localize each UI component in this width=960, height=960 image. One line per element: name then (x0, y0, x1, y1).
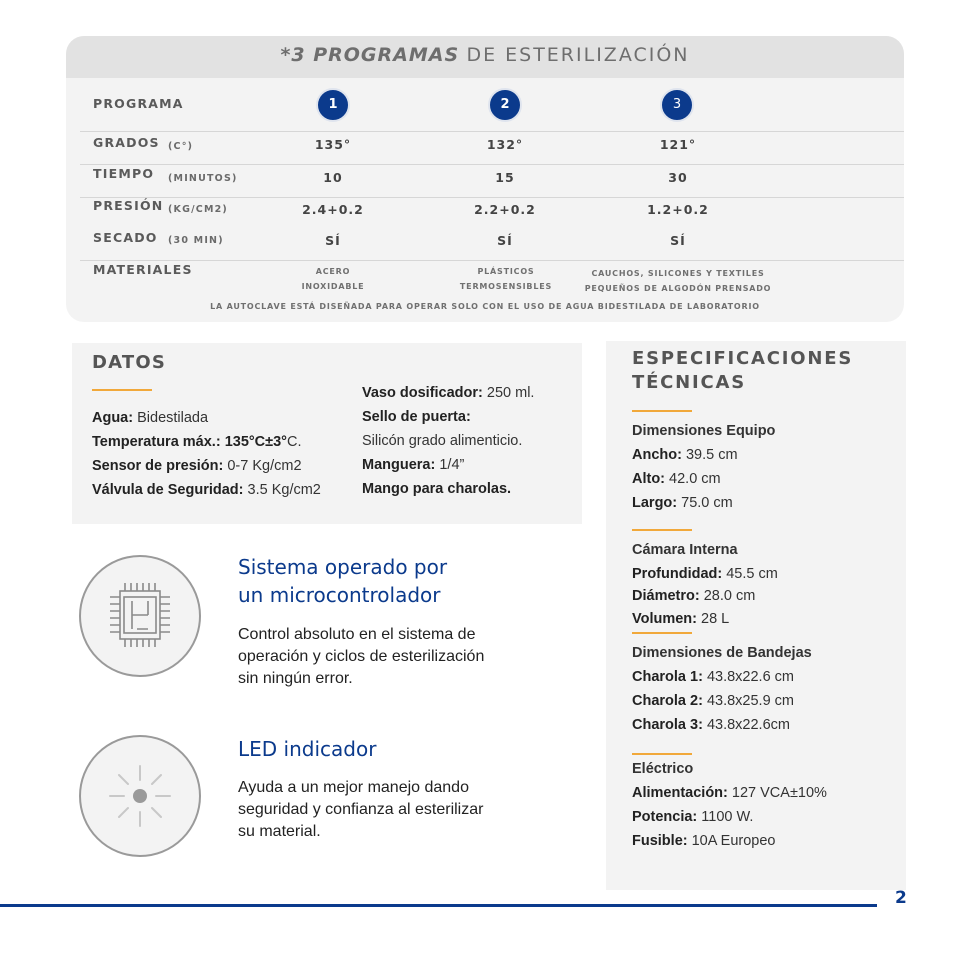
program-1-badge: 1 (316, 88, 350, 122)
footer-rule (0, 904, 877, 907)
spec-alto: Alto: 42.0 cm (632, 471, 721, 487)
material-1-line1: ACERO (315, 267, 351, 276)
specs-panel (606, 341, 906, 890)
material-3-line2: PEQUEÑOS DE ALGODÓN PRENSADO (584, 284, 772, 293)
datos-agua: Agua: Bidestilada (92, 410, 209, 426)
datos-right-column (362, 381, 534, 501)
specs-title-line1: ESPECIFICACIONES (632, 348, 854, 369)
materiales-row (80, 262, 904, 302)
spec-potencia: Potencia: 1100 W. (632, 809, 754, 825)
tiempo-label: TIEMPO (93, 166, 155, 181)
presion-value-2: 2.2+0.2 (474, 202, 536, 217)
spec-largo: Largo: 75.0 cm (632, 495, 733, 511)
material-1 (233, 264, 433, 294)
tiempo-value-2: 15 (495, 170, 515, 185)
specs-group-bandejas: Dimensiones de Bandejas (632, 645, 812, 661)
secado-row (80, 230, 904, 261)
feature-1-title-line2: un microcontrolador (238, 583, 441, 607)
feature-2-text-line3: su material. (238, 823, 321, 840)
microchip-icon (79, 555, 201, 677)
program-label: PROGRAMA (93, 96, 184, 111)
spec-charola-1: Charola 1: 43.8x22.6 cm (632, 669, 794, 685)
specs-accent-line-1 (632, 410, 692, 412)
materiales-label: MATERIALES (93, 262, 193, 277)
datos-mango: Mango para charolas. (362, 481, 512, 497)
feature-1-title-line1: Sistema operado por (238, 555, 448, 579)
spec-profundidad: Profundidad: 45.5 cm (632, 566, 778, 582)
program-3-badge: 3 (660, 88, 694, 122)
feature-1-text-line3: sin ningún error. (238, 670, 353, 687)
secado-label: SECADO (93, 230, 158, 245)
programs-header (66, 36, 904, 78)
programs-title-bold: *3 PROGRAMAS (280, 44, 460, 66)
datos-panel (72, 343, 582, 524)
material-2-line2: TERMOSENSIBLES (459, 282, 553, 291)
datos-vaso: Vaso dosificador: 250 ml. (362, 385, 535, 401)
page-number: 2 (895, 888, 907, 908)
presion-row (80, 198, 904, 230)
grados-unit: (C°) (168, 141, 194, 152)
led-indicator-icon (79, 735, 201, 857)
feature-2-title-line1: LED indicador (238, 737, 377, 761)
material-3 (578, 266, 778, 296)
grados-label: GRADOS (93, 135, 160, 150)
specs-title (632, 347, 853, 395)
datos-sello: Sello de puerta: (362, 409, 471, 425)
secado-value-3: SÍ (670, 233, 686, 248)
feature-1-text (238, 624, 538, 690)
material-2 (406, 264, 606, 294)
feature-2-title (238, 735, 376, 763)
presion-label: PRESIÓN (93, 198, 164, 213)
tiempo-unit: (MINUTOS) (168, 173, 238, 184)
specs-group-camara: Cámara Interna (632, 542, 738, 558)
spec-volumen: Volumen: 28 L (632, 611, 730, 627)
datos-silicon: Silicón grado alimenticio. (362, 433, 523, 449)
program-row (80, 92, 904, 132)
datos-sensor: Sensor de presión: 0-7 Kg/cm2 (92, 458, 302, 474)
material-2-line1: PLÁSTICOS (477, 267, 535, 276)
datos-left-column (92, 406, 321, 502)
material-3-line1: CAUCHOS, SILICONES Y TEXTILES (591, 269, 765, 278)
feature-1-text-line1: Control absoluto en el sistema de (238, 626, 476, 643)
datos-temperatura: Temperatura máx.: 135°C±3°C. (92, 434, 302, 450)
feature-2-text-line2: seguridad y confianza al esterilizar (238, 801, 484, 818)
spec-fusible: Fusible: 10A Europeo (632, 833, 776, 849)
programs-panel (66, 36, 904, 322)
tiempo-value-1: 10 (323, 170, 343, 185)
presion-value-1: 2.4+0.2 (302, 202, 364, 217)
tiempo-value-3: 30 (668, 170, 688, 185)
program-2-badge: 2 (488, 88, 522, 122)
secado-value-1: SÍ (325, 233, 341, 248)
material-1-line2: INOXIDABLE (301, 282, 365, 291)
spec-charola-3: Charola 3: 43.8x22.6cm (632, 717, 790, 733)
grados-row (80, 134, 904, 165)
specs-group-electrico: Eléctrico (632, 761, 694, 777)
secado-unit: (30 MIN) (168, 235, 224, 246)
feature-2-text (238, 777, 538, 843)
grados-value-1: 135° (314, 137, 352, 152)
specs-title-line2: TÉCNICAS (632, 372, 747, 393)
specs-accent-line-4 (632, 753, 692, 755)
datos-title: DATOS (92, 352, 167, 373)
grados-value-2: 132° (486, 137, 524, 152)
presion-unit: (KG/CM2) (168, 204, 228, 215)
specs-group-equipo: Dimensiones Equipo (632, 423, 776, 439)
programs-title-rest: DE ESTERILIZACIÓN (466, 44, 690, 66)
spec-diametro: Diámetro: 28.0 cm (632, 588, 756, 604)
specs-accent-line-3 (632, 632, 692, 634)
feature-2-text-line1: Ayuda a un mejor manejo dando (238, 779, 469, 796)
grados-value-3: 121° (659, 137, 697, 152)
programs-note: LA AUTOCLAVE ESTÁ DISEÑADA PARA OPERAR SOLO CON EL USO DE AGUA BIDESTILADA DE LABORATORIO (210, 302, 760, 311)
datos-valvula: Válvula de Seguridad: 3.5 Kg/cm2 (92, 482, 321, 498)
specs-accent-line-2 (632, 529, 692, 531)
spec-alimentacion: Alimentación: 127 VCA±10% (632, 785, 827, 801)
feature-1-title (238, 553, 447, 609)
spec-charola-2: Charola 2: 43.8x25.9 cm (632, 693, 794, 709)
tiempo-row (80, 166, 904, 198)
datos-accent-line (92, 389, 152, 391)
secado-value-2: SÍ (497, 233, 513, 248)
presion-value-3: 1.2+0.2 (647, 202, 709, 217)
spec-ancho: Ancho: 39.5 cm (632, 447, 738, 463)
feature-1-text-line2: operación y ciclos de esterilización (238, 648, 485, 665)
datos-manguera: Manguera: 1/4” (362, 457, 465, 473)
